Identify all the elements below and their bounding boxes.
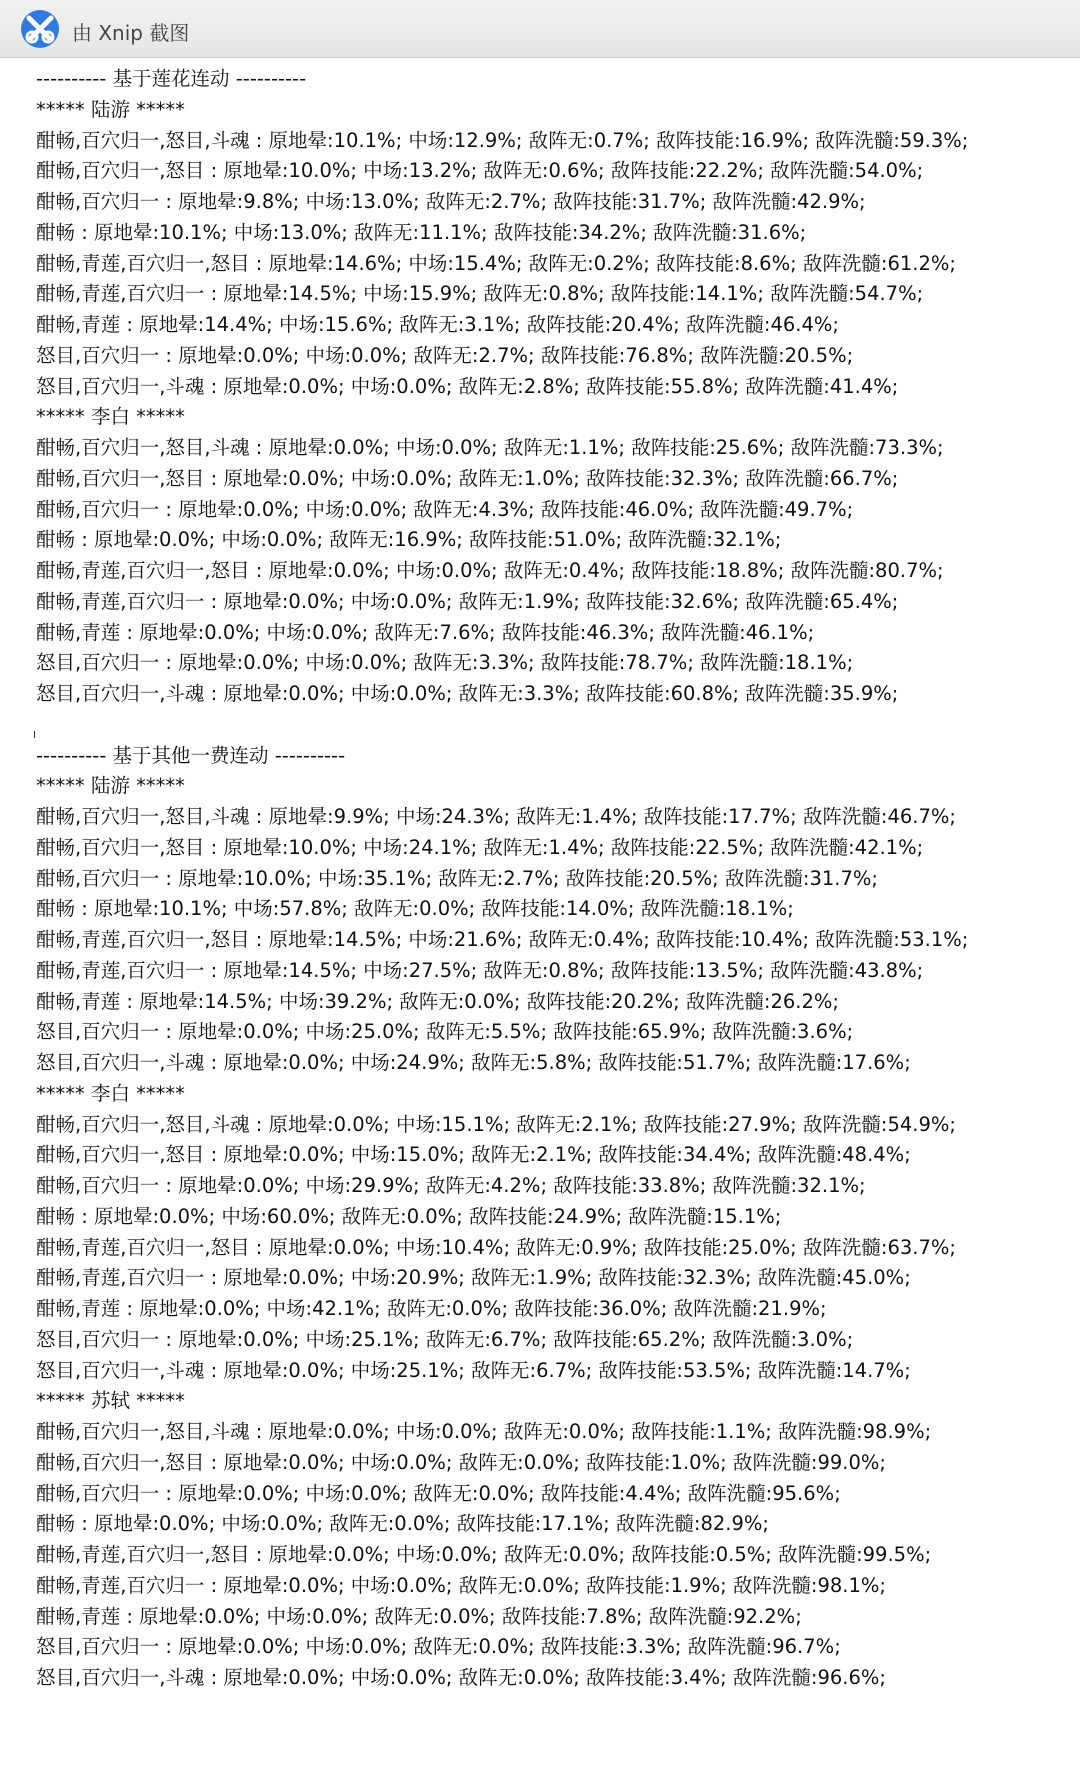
- log-line: 酣畅,青莲,百穴归一 : 原地晕:0.0%; 中场:0.0%; 敌阵无:1.9%; 敌阵技能:32.6%; 敌阵洗髓:65.4%;: [36, 589, 899, 613]
- log-line: 酣畅,百穴归一,怒目 : 原地晕:0.0%; 中场:0.0%; 敌阵无:1.0%; 敌阵技能:32.3%; 敌阵洗髓:66.7%;: [36, 466, 899, 490]
- log-line: 怒目,百穴归一,斗魂 : 原地晕:0.0%; 中场:24.9%; 敌阵无:5.8%; 敌阵技能:51.7%; 敌阵洗髓:17.6%;: [36, 1051, 911, 1074]
- log-line: 酣畅,百穴归一,怒目,斗魂 : 原地晕:9.9%; 中场:24.3%; 敌阵无:1.4%; 敌阵技能:17.7%; 敌阵洗髓:46.7%;: [36, 805, 956, 828]
- stray-tick-mark: [34, 731, 35, 738]
- log-line: 怒目,百穴归一 : 原地晕:0.0%; 中场:0.0%; 敌阵无:3.3%; 敌阵技能:78.7%; 敌阵洗髓:18.1%;: [36, 651, 854, 675]
- log-line: 酣畅 : 原地晕:10.1%; 中场:57.8%; 敌阵无:0.0%; 敌阵技能:14.0%; 敌阵洗髓:18.1%;: [36, 897, 794, 921]
- log-line: 酣畅 : 原地晕:0.0%; 中场:0.0%; 敌阵无:0.0%; 敌阵技能:17.1%; 敌阵洗髓:82.9%;: [36, 1512, 769, 1536]
- hero-header: ***** 李白 *****: [36, 405, 185, 429]
- log-line: 酣畅,百穴归一 : 原地晕:9.8%; 中场:13.0%; 敌阵无:2.7%; 敌阵技能:31.7%; 敌阵洗髓:42.9%;: [36, 190, 866, 213]
- hero-header: ***** 陆游 *****: [36, 97, 185, 121]
- section-header: ---------- 基于莲花连动 ----------: [36, 67, 307, 90]
- log-line: 酣畅,青莲,百穴归一,怒目 : 原地晕:0.0%; 中场:10.4%; 敌阵无:0.9%; 敌阵技能:25.0%; 敌阵洗髓:63.7%;: [36, 1235, 956, 1259]
- hero-header: ***** 李白 *****: [36, 1081, 185, 1105]
- log-line: 酣畅,青莲,百穴归一,怒目 : 原地晕:14.5%; 中场:21.6%; 敌阵无:0.4%; 敌阵技能:10.4%; 敌阵洗髓:53.1%;: [36, 928, 969, 951]
- log-line: 酣畅,百穴归一,怒目,斗魂 : 原地晕:0.0%; 中场:0.0%; 敌阵无:1.1%; 敌阵技能:25.6%; 敌阵洗髓:73.3%;: [36, 436, 944, 459]
- log-line: 酣畅 : 原地晕:0.0%; 中场:60.0%; 敌阵无:0.0%; 敌阵技能:24.9%; 敌阵洗髓:15.1%;: [36, 1204, 782, 1228]
- log-line: 酣畅 : 原地晕:0.0%; 中场:0.0%; 敌阵无:16.9%; 敌阵技能:51.0%; 敌阵洗髓:32.1%;: [36, 528, 782, 552]
- log-line: 酣畅,百穴归一 : 原地晕:0.0%; 中场:0.0%; 敌阵无:0.0%; 敌阵技能:4.4%; 敌阵洗髓:95.6%;: [36, 1481, 841, 1505]
- log-line: 怒目,百穴归一,斗魂 : 原地晕:0.0%; 中场:0.0%; 敌阵无:2.8%; 敌阵技能:55.8%; 敌阵洗髓:41.4%;: [36, 374, 899, 398]
- log-line: 酣畅,青莲 : 原地晕:0.0%; 中场:0.0%; 敌阵无:0.0%; 敌阵技能:7.8%; 敌阵洗髓:92.2%;: [36, 1604, 802, 1628]
- log-line: 酣畅,百穴归一,怒目,斗魂 : 原地晕:10.1%; 中场:12.9%; 敌阵无:0.7%; 敌阵技能:16.9%; 敌阵洗髓:59.3%;: [36, 128, 969, 152]
- window-titlebar: [0, 0, 1080, 58]
- window-title: 由 Xnip 截图: [72, 21, 190, 45]
- log-line: 酣畅,百穴归一,怒目 : 原地晕:10.0%; 中场:24.1%; 敌阵无:1.4%; 敌阵技能:22.5%; 敌阵洗髓:42.1%;: [36, 835, 924, 859]
- log-line: 酣畅,百穴归一,怒目,斗魂 : 原地晕:0.0%; 中场:15.1%; 敌阵无:2.1%; 敌阵技能:27.9%; 敌阵洗髓:54.9%;: [36, 1112, 956, 1136]
- log-line: 怒目,百穴归一 : 原地晕:0.0%; 中场:25.0%; 敌阵无:5.5%; 敌阵技能:65.9%; 敌阵洗髓:3.6%;: [36, 1020, 854, 1044]
- log-line: 怒目,百穴归一 : 原地晕:0.0%; 中场:0.0%; 敌阵无:0.0%; 敌阵技能:3.3%; 敌阵洗髓:96.7%;: [36, 1635, 841, 1659]
- log-line: 酣畅,青莲,百穴归一,怒目 : 原地晕:0.0%; 中场:0.0%; 敌阵无:0.4%; 敌阵技能:18.8%; 敌阵洗髓:80.7%;: [36, 559, 944, 582]
- log-line: 酣畅,青莲,百穴归一,怒目 : 原地晕:14.6%; 中场:15.4%; 敌阵无:0.2%; 敌阵技能:8.6%; 敌阵洗髓:61.2%;: [36, 251, 956, 275]
- log-line: 酣畅,青莲 : 原地晕:0.0%; 中场:42.1%; 敌阵无:0.0%; 敌阵技能:36.0%; 敌阵洗髓:21.9%;: [36, 1297, 827, 1320]
- log-line: 酣畅,青莲,百穴归一 : 原地晕:14.5%; 中场:15.9%; 敌阵无:0.8%; 敌阵技能:14.1%; 敌阵洗髓:54.7%;: [36, 282, 924, 306]
- log-line: 怒目,百穴归一,斗魂 : 原地晕:0.0%; 中场:25.1%; 敌阵无:6.7%; 敌阵技能:53.5%; 敌阵洗髓:14.7%;: [36, 1358, 911, 1382]
- hero-header: ***** 苏轼 *****: [36, 1389, 185, 1413]
- log-line: 酣畅,百穴归一 : 原地晕:10.0%; 中场:35.1%; 敌阵无:2.7%; 敌阵技能:20.5%; 敌阵洗髓:31.7%;: [36, 866, 878, 890]
- log-line: 酣畅,青莲,百穴归一 : 原地晕:0.0%; 中场:0.0%; 敌阵无:0.0%; 敌阵技能:1.9%; 敌阵洗髓:98.1%;: [36, 1573, 886, 1597]
- log-line: 酣畅,百穴归一 : 原地晕:0.0%; 中场:0.0%; 敌阵无:4.3%; 敌阵技能:46.0%; 敌阵洗髓:49.7%;: [36, 497, 854, 521]
- log-line: 酣畅,青莲 : 原地晕:14.4%; 中场:15.6%; 敌阵无:3.1%; 敌阵技能:20.4%; 敌阵洗髓:46.4%;: [36, 313, 839, 336]
- log-line: 酣畅,百穴归一,怒目 : 原地晕:10.0%; 中场:13.2%; 敌阵无:0.6%; 敌阵技能:22.2%; 敌阵洗髓:54.0%;: [36, 159, 924, 183]
- log-line: 酣畅,青莲,百穴归一,怒目 : 原地晕:0.0%; 中场:0.0%; 敌阵无:0.0%; 敌阵技能:0.5%; 敌阵洗髓:99.5%;: [36, 1543, 932, 1566]
- hero-header: ***** 陆游 *****: [36, 774, 185, 798]
- blank-line: [36, 710, 1066, 741]
- log-line: 酣畅,青莲 : 原地晕:14.5%; 中场:39.2%; 敌阵无:0.0%; 敌阵技能:20.2%; 敌阵洗髓:26.2%;: [36, 989, 839, 1013]
- log-line: 酣畅,青莲,百穴归一 : 原地晕:14.5%; 中场:27.5%; 敌阵无:0.8%; 敌阵技能:13.5%; 敌阵洗髓:43.8%;: [36, 958, 924, 982]
- log-line: 酣畅,青莲,百穴归一 : 原地晕:0.0%; 中场:20.9%; 敌阵无:1.9%; 敌阵技能:32.3%; 敌阵洗髓:45.0%;: [36, 1266, 911, 1290]
- log-line: 酣畅 : 原地晕:10.1%; 中场:13.0%; 敌阵无:11.1%; 敌阵技能:34.2%; 敌阵洗髓:31.6%;: [36, 220, 807, 244]
- log-line: 酣畅,百穴归一,怒目,斗魂 : 原地晕:0.0%; 中场:0.0%; 敌阵无:0.0%; 敌阵技能:1.1%; 敌阵洗髓:98.9%;: [36, 1420, 932, 1443]
- section-header: ---------- 基于其他一费连动 ----------: [36, 743, 346, 767]
- log-line: 酣畅,百穴归一,怒目 : 原地晕:0.0%; 中场:15.0%; 敌阵无:2.1%; 敌阵技能:34.4%; 敌阵洗髓:48.4%;: [36, 1143, 911, 1167]
- log-text-area: [36, 64, 1066, 1694]
- log-line: 酣畅,青莲 : 原地晕:0.0%; 中场:0.0%; 敌阵无:7.6%; 敌阵技能:46.3%; 敌阵洗髓:46.1%;: [36, 620, 815, 644]
- xnip-app-icon: [20, 9, 60, 49]
- log-line: 酣畅,百穴归一,怒目 : 原地晕:0.0%; 中场:0.0%; 敌阵无:0.0%; 敌阵技能:1.0%; 敌阵洗髓:99.0%;: [36, 1450, 886, 1474]
- log-line: 怒目,百穴归一 : 原地晕:0.0%; 中场:25.1%; 敌阵无:6.7%; 敌阵技能:65.2%; 敌阵洗髓:3.0%;: [36, 1327, 854, 1351]
- log-line: 酣畅,百穴归一 : 原地晕:0.0%; 中场:29.9%; 敌阵无:4.2%; 敌阵技能:33.8%; 敌阵洗髓:32.1%;: [36, 1174, 866, 1197]
- log-line: 怒目,百穴归一,斗魂 : 原地晕:0.0%; 中场:0.0%; 敌阵无:3.3%; 敌阵技能:60.8%; 敌阵洗髓:35.9%;: [36, 682, 899, 705]
- log-line: 怒目,百穴归一 : 原地晕:0.0%; 中场:0.0%; 敌阵无:2.7%; 敌阵技能:76.8%; 敌阵洗髓:20.5%;: [36, 343, 854, 367]
- log-line: 怒目,百穴归一,斗魂 : 原地晕:0.0%; 中场:0.0%; 敌阵无:0.0%; 敌阵技能:3.4%; 敌阵洗髓:96.6%;: [36, 1666, 886, 1689]
